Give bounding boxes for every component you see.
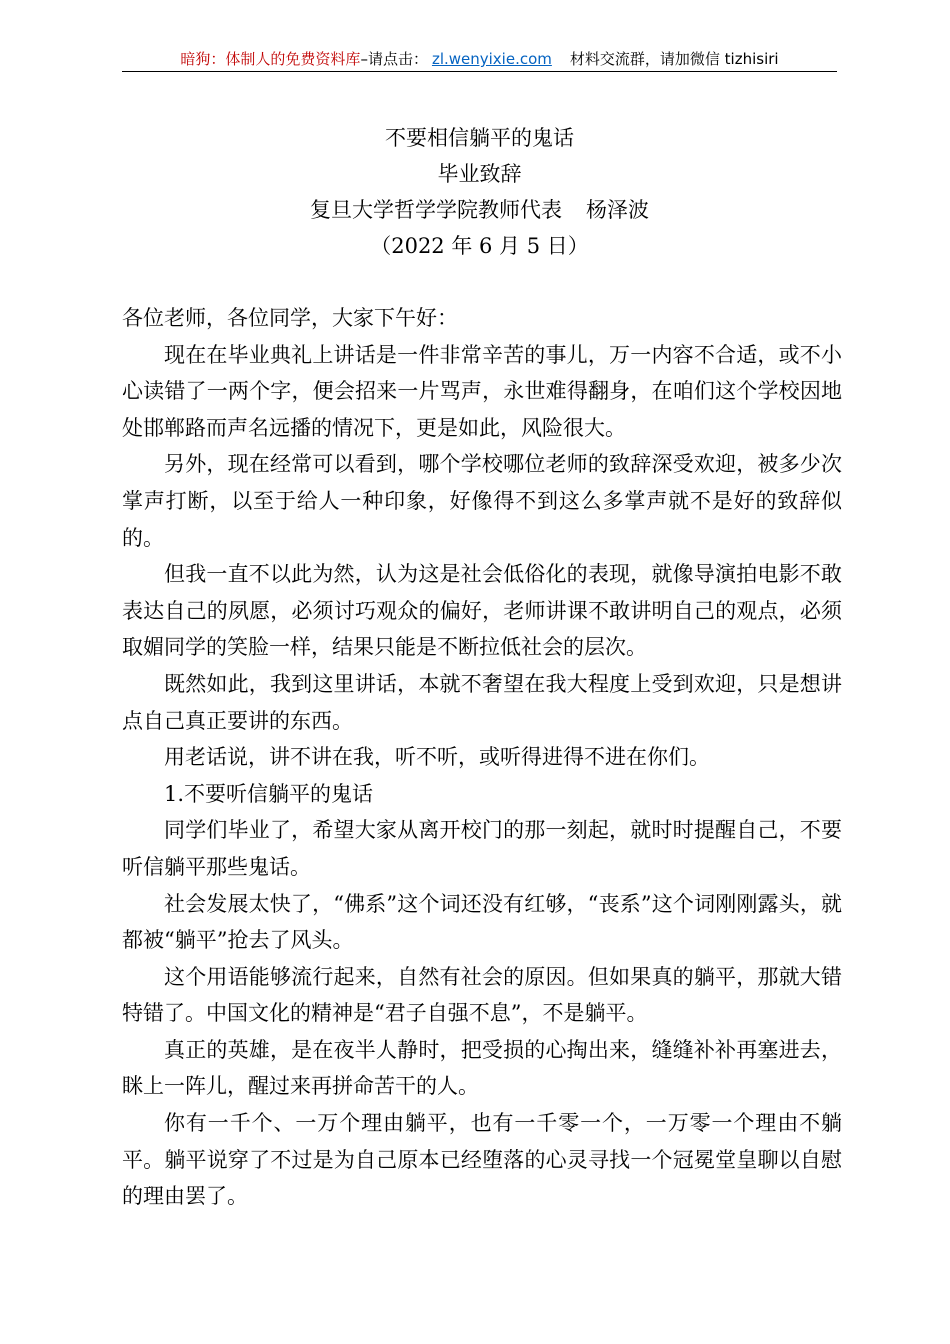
page-header (122, 48, 837, 70)
speech-body (122, 300, 842, 1215)
speaker-name: 杨泽波 (586, 198, 649, 222)
header-link[interactable]: zl.wenyixie.com (431, 50, 552, 68)
speaker-line (122, 192, 837, 228)
paragraph-greeting: 各位老师，各位同学，大家下午好： (122, 306, 458, 330)
header-divider (122, 71, 837, 72)
speech-date: （2022 年 6 月 5 日） (370, 234, 589, 258)
header-prompt: –请点击： (360, 50, 428, 68)
document-subtitle: 毕业致辞 (437, 162, 522, 186)
document-title: 不要相信躺平的鬼话 (385, 126, 574, 150)
paragraph: 同学们毕业了，希望大家从离开校门的那一刻起，就时时提醒自己，不要听信躺平那些鬼话。 (122, 818, 842, 879)
speaker-affiliation: 复旦大学哲学学院教师代表 (310, 198, 562, 222)
title-block (122, 120, 837, 264)
header-brand: 暗狗：体制人的免费资料库 (180, 50, 361, 68)
header-contact: 材料交流群，请加微信 tizhisiri (569, 50, 779, 68)
paragraph: 你有一千个、一万个理由躺平，也有一千零一个，一万零一个理由不躺平。躺平说穿了不过是为自己原本已经堕落的心灵寻找一个冠冕堂皇聊以自慰的理由罢了。 (122, 1111, 842, 1209)
section-heading: 1.不要听信躺平的鬼话 (164, 781, 374, 806)
paragraph: 社会发展太快了，“佛系”这个词还没有红够，“丧系”这个词刚刚露头，就都被“躺平”抢去了风头。 (122, 891, 842, 953)
paragraph: 现在在毕业典礼上讲话是一件非常辛苦的事儿，万一内容不合适，或不小心读错了一两个字，便会招来一片骂声，永世难得翻身，在咱们这个学校因地处邯郸路而声名远播的情况下，更是如此，风险很大。 (122, 342, 842, 440)
paragraph: 另外，现在经常可以看到，哪个学校哪位老师的致辞深受欢迎，被多少次掌声打断，以至于给人一种印象，好像得不到这么多掌声就不是好的致辞似的。 (122, 452, 842, 550)
paragraph: 既然如此，我到这里讲话，本就不奢望在我大程度上受到欢迎，只是想讲点自己真正要讲的东西。 (122, 671, 842, 733)
paragraph: 这个用语能够流行起来，自然有社会的原因。但如果真的躺平，那就大错特错了。中国文化的精神是“君子自强不息”，不是躺平。 (122, 964, 842, 1026)
paragraph: 真正的英雄，是在夜半人静时，把受损的心掏出来，缝缝补补再塞进去，眯上一阵儿，醒过来再拼命苦干的人。 (122, 1037, 842, 1099)
paragraph: 用老话说，讲不讲在我，听不听，或听得进得不进在你们。 (164, 745, 710, 770)
paragraph: 但我一直不以此为然，认为这是社会低俗化的表现，就像导演拍电影不敢表达自己的夙愿，必须讨巧观众的偏好，老师讲课不敢讲明自己的观点，必须取媚同学的笑脸一样，结果只能是不断拉低社会的层次。 (122, 562, 842, 660)
